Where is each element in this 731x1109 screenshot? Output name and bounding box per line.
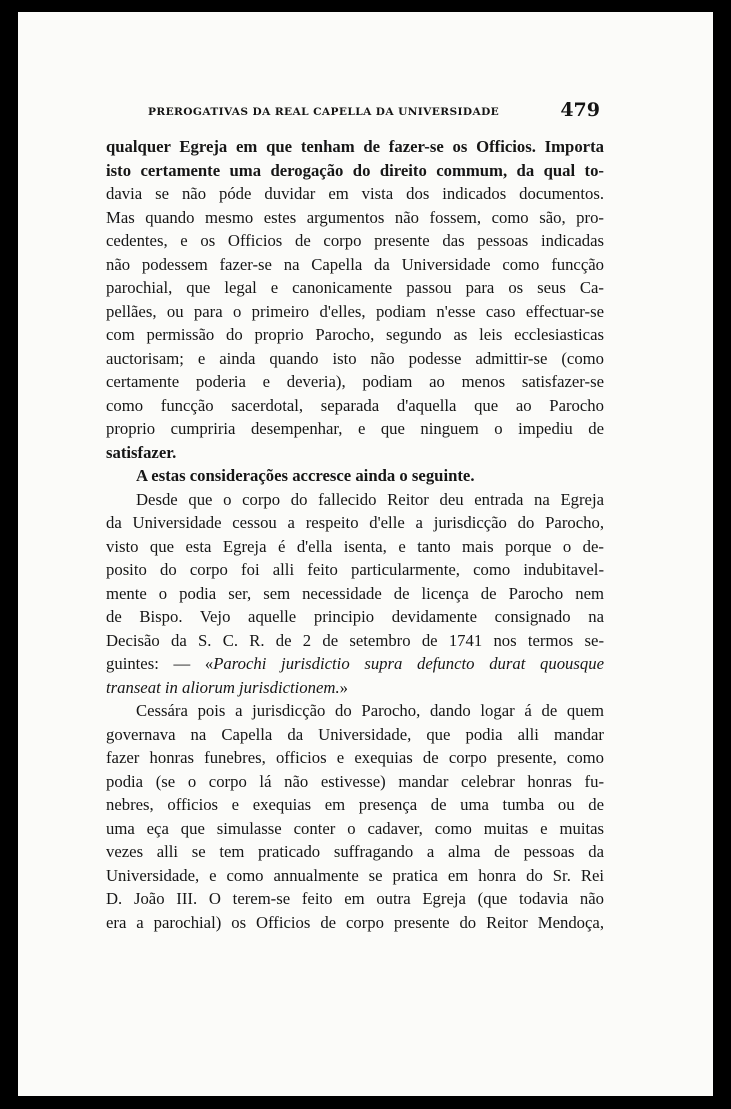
- text-segment: governava na Capella da Universidade, que podia alli mandar: [106, 724, 604, 744]
- text-segment: davia se não póde duvidar em vista dos indicados documentos.: [106, 184, 604, 203]
- text-segment: mente o podia ser, sem necessidade de licença de Parocho nem: [106, 583, 604, 603]
- book-page: [18, 12, 713, 1096]
- text-line: [106, 441, 604, 465]
- text-line: [106, 793, 604, 817]
- text-segment: Decisão da S. C. R. de 2 de setembro de 1741 nos termos se-: [106, 630, 604, 650]
- text-line: [106, 652, 604, 676]
- running-head: [148, 97, 600, 127]
- text-segment: »: [339, 677, 348, 697]
- text-line: [106, 276, 604, 300]
- page-number: 479: [560, 99, 600, 121]
- text-segment: da Universidade cessou a respeito d'elle a jurisdicção do Parocho,: [106, 513, 604, 532]
- text-segment: Cessára pois a jurisdicção do Parocho, dando logar á de quem: [136, 701, 604, 720]
- text-segment: qualquer Egreja em que tenham de fazer-se os Officios. Importa: [106, 137, 604, 156]
- text-line: [106, 582, 604, 606]
- text-line: [106, 676, 604, 700]
- text-segment: Mas quando mesmo estes argumentos não fossem, como são, pro-: [106, 207, 604, 227]
- text-segment: cedentes, e os Officios de corpo presente das pessoas indicadas: [106, 231, 604, 250]
- text-segment: isto certamente uma derogação do direito commum, da qual to-: [106, 160, 604, 180]
- text-segment: visto que esta Egreja é d'ella isenta, e tanto mais porque o de-: [106, 536, 604, 556]
- text-segment: fazer honras funebres, officios e exequias de corpo presente, como: [106, 748, 604, 767]
- text-segment: D. João III. O terem-se feito em outra Egreja (que todavia não: [106, 889, 604, 908]
- text-line: [106, 253, 604, 277]
- running-title: PREROGATIVAS DA REAL CAPELLA DA UNIVERSIDADE: [148, 106, 500, 118]
- text-segment: Parochi jurisdictio supra defuncto durat quousque: [213, 654, 604, 673]
- text-line: [106, 347, 604, 371]
- text-segment: posito do corpo foi alli feito particularmente, como indubitavel-: [106, 560, 604, 579]
- text-line: [106, 323, 604, 347]
- text-segment: Desde que o corpo do fallecido Reitor deu entrada na Egreja: [136, 489, 604, 509]
- text-line: [106, 887, 604, 911]
- text-line: [106, 911, 604, 935]
- text-segment: satisfazer.: [106, 442, 177, 462]
- text-segment: guintes: — «: [106, 654, 214, 673]
- text-line: [106, 629, 604, 653]
- text-line: [106, 605, 604, 629]
- text-segment: podia (se o corpo lá não estivesse) mandar celebrar honras fu-: [106, 771, 604, 791]
- text-line: [106, 370, 604, 394]
- text-segment: parochial, que legal e canonicamente passou para os seus Ca-: [106, 278, 604, 297]
- body-text: [106, 135, 604, 934]
- text-line: [106, 182, 604, 206]
- text-line: [106, 864, 604, 888]
- text-segment: nebres, officios e exequias em presença de uma tumba ou de: [106, 795, 604, 814]
- text-line: [106, 135, 604, 159]
- text-segment: de Bispo. Vejo aquelle principio devidamente consignado na: [106, 607, 604, 626]
- text-line: [106, 840, 604, 864]
- text-segment: auctorisam; e ainda quando isto não podesse admittir-se (como: [106, 348, 604, 368]
- text-line: [106, 699, 604, 723]
- text-line: [106, 535, 604, 559]
- text-segment: não podessem fazer-se na Capella da Universidade como funcção: [106, 254, 604, 274]
- text-line: [106, 394, 604, 418]
- text-line: [106, 488, 604, 512]
- text-line: [106, 229, 604, 253]
- text-segment: vezes alli se tem praticado suffragando a alma de pessoas da: [106, 842, 604, 861]
- text-line: [106, 817, 604, 841]
- text-line: [106, 206, 604, 230]
- text-line: [106, 746, 604, 770]
- text-segment: proprio cumpriria desempenhar, e que ninguem o impediu de: [106, 419, 604, 438]
- text-line: [106, 417, 604, 441]
- text-line: [106, 558, 604, 582]
- text-line: [106, 300, 604, 324]
- text-segment: A estas considerações accresce ainda o seguinte.: [136, 466, 475, 485]
- text-segment: era a parochial) os Officios de corpo presente do Reitor Mendoça,: [106, 912, 604, 932]
- text-segment: transeat in aliorum jurisdictionem.: [106, 677, 340, 697]
- text-line: [106, 511, 604, 535]
- text-segment: certamente poderia e deveria), podiam ao menos satisfazer-se: [106, 372, 604, 391]
- text-line: [106, 159, 604, 183]
- text-line: [106, 723, 604, 747]
- text-line: [106, 770, 604, 794]
- text-segment: Universidade, e como annualmente se pratica em honra do Sr. Rei: [106, 865, 604, 885]
- text-segment: com permissão do proprio Parocho, segundo as leis ecclesiasticas: [106, 325, 604, 344]
- text-segment: uma eça que simulasse conter o cadaver, como muitas e muitas: [106, 818, 604, 838]
- text-segment: pellães, ou para o primeiro d'elles, podiam n'esse caso effectuar-se: [106, 301, 604, 321]
- text-segment: como funcção sacerdotal, separada d'aquella que ao Parocho: [106, 395, 604, 415]
- text-line: [106, 464, 604, 488]
